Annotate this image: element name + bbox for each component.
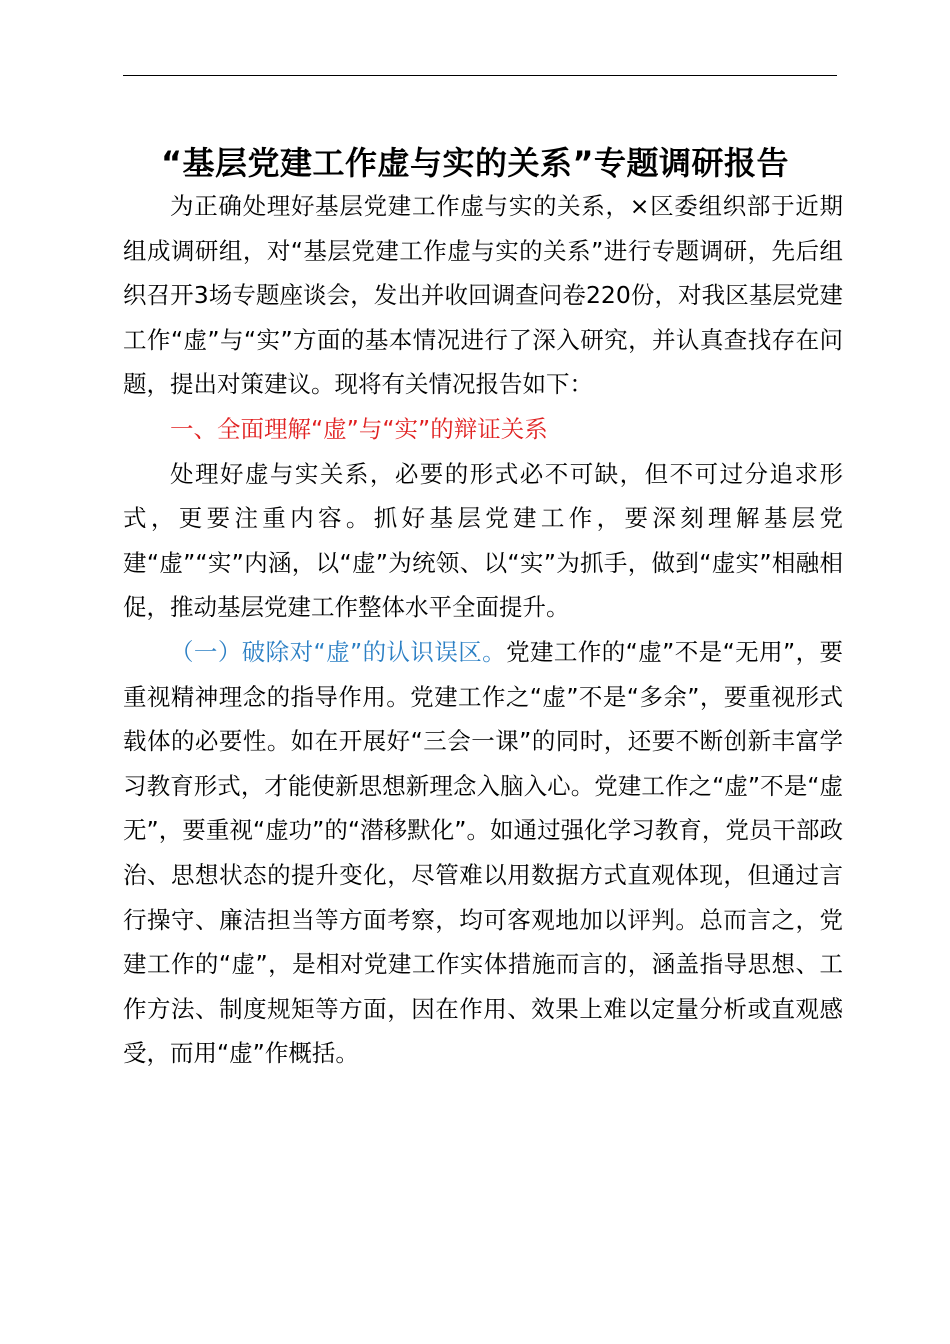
document-title: “基层党建工作虚与实的关系”专题调研报告: [160, 144, 790, 182]
section-paragraph: 处理好虚与实关系，必要的形式必不可缺，但不可过分追求形式，更要注重内容。抓好基层党建工作，要深刻理解基层党建“虚”“实”内涵，以“虚”为统领、以“实”为抓手，做到“虚实”相融相促，推动基层党建工作整体水平全面提升。: [123, 459, 843, 622]
subsection-paragraph: [123, 630, 843, 1076]
section-heading: 一、全面理解“虚”与“实”的辩证关系: [170, 414, 548, 443]
header-rule: [123, 75, 837, 76]
intro-paragraph: 为正确处理好基层党建工作虚与实的关系，×区委组织部于近期组成调研组，对“基层党建工作虚与实的关系”进行专题调研，先后组织召开3场专题座谈会，发出并收回调查问卷220份，对我区基层党建工作“虚”与“实”方面的基本情况进行了深入研究，并认真查找存在问题，提出对策建议。现将有关情况报告如下：: [123, 192, 843, 399]
subsection-text: 党建工作的“虚”不是“无用”，要重视精神理念的指导作用。党建工作之“虚”不是“多余”，要重视形式载体的必要性。如在开展好“三会一课”的同时，还要不断创新丰富学习教育形式，才能使新思想新理念入脑入心。党建工作之“虚”不是“虚无”，要重视“虚功”的“潜移默化”。如通过强化学习教育，党员干部政治、思想状态的提升变化，尽管难以用数据方式直观体现，但通过言行操守、廉洁担当等方面考察，均可客观地加以评判。总而言之，党建工作的“虚”，是相对党建工作实体措施而言的，涵盖指导思想、工作方法、制度规矩等方面，因在作用、效果上难以定量分析或直观感受，而用“虚”作概括。: [123, 637, 843, 1068]
subsection-heading: （一）破除对“虚”的认识误区。: [170, 637, 507, 666]
document-body: [123, 184, 843, 1076]
